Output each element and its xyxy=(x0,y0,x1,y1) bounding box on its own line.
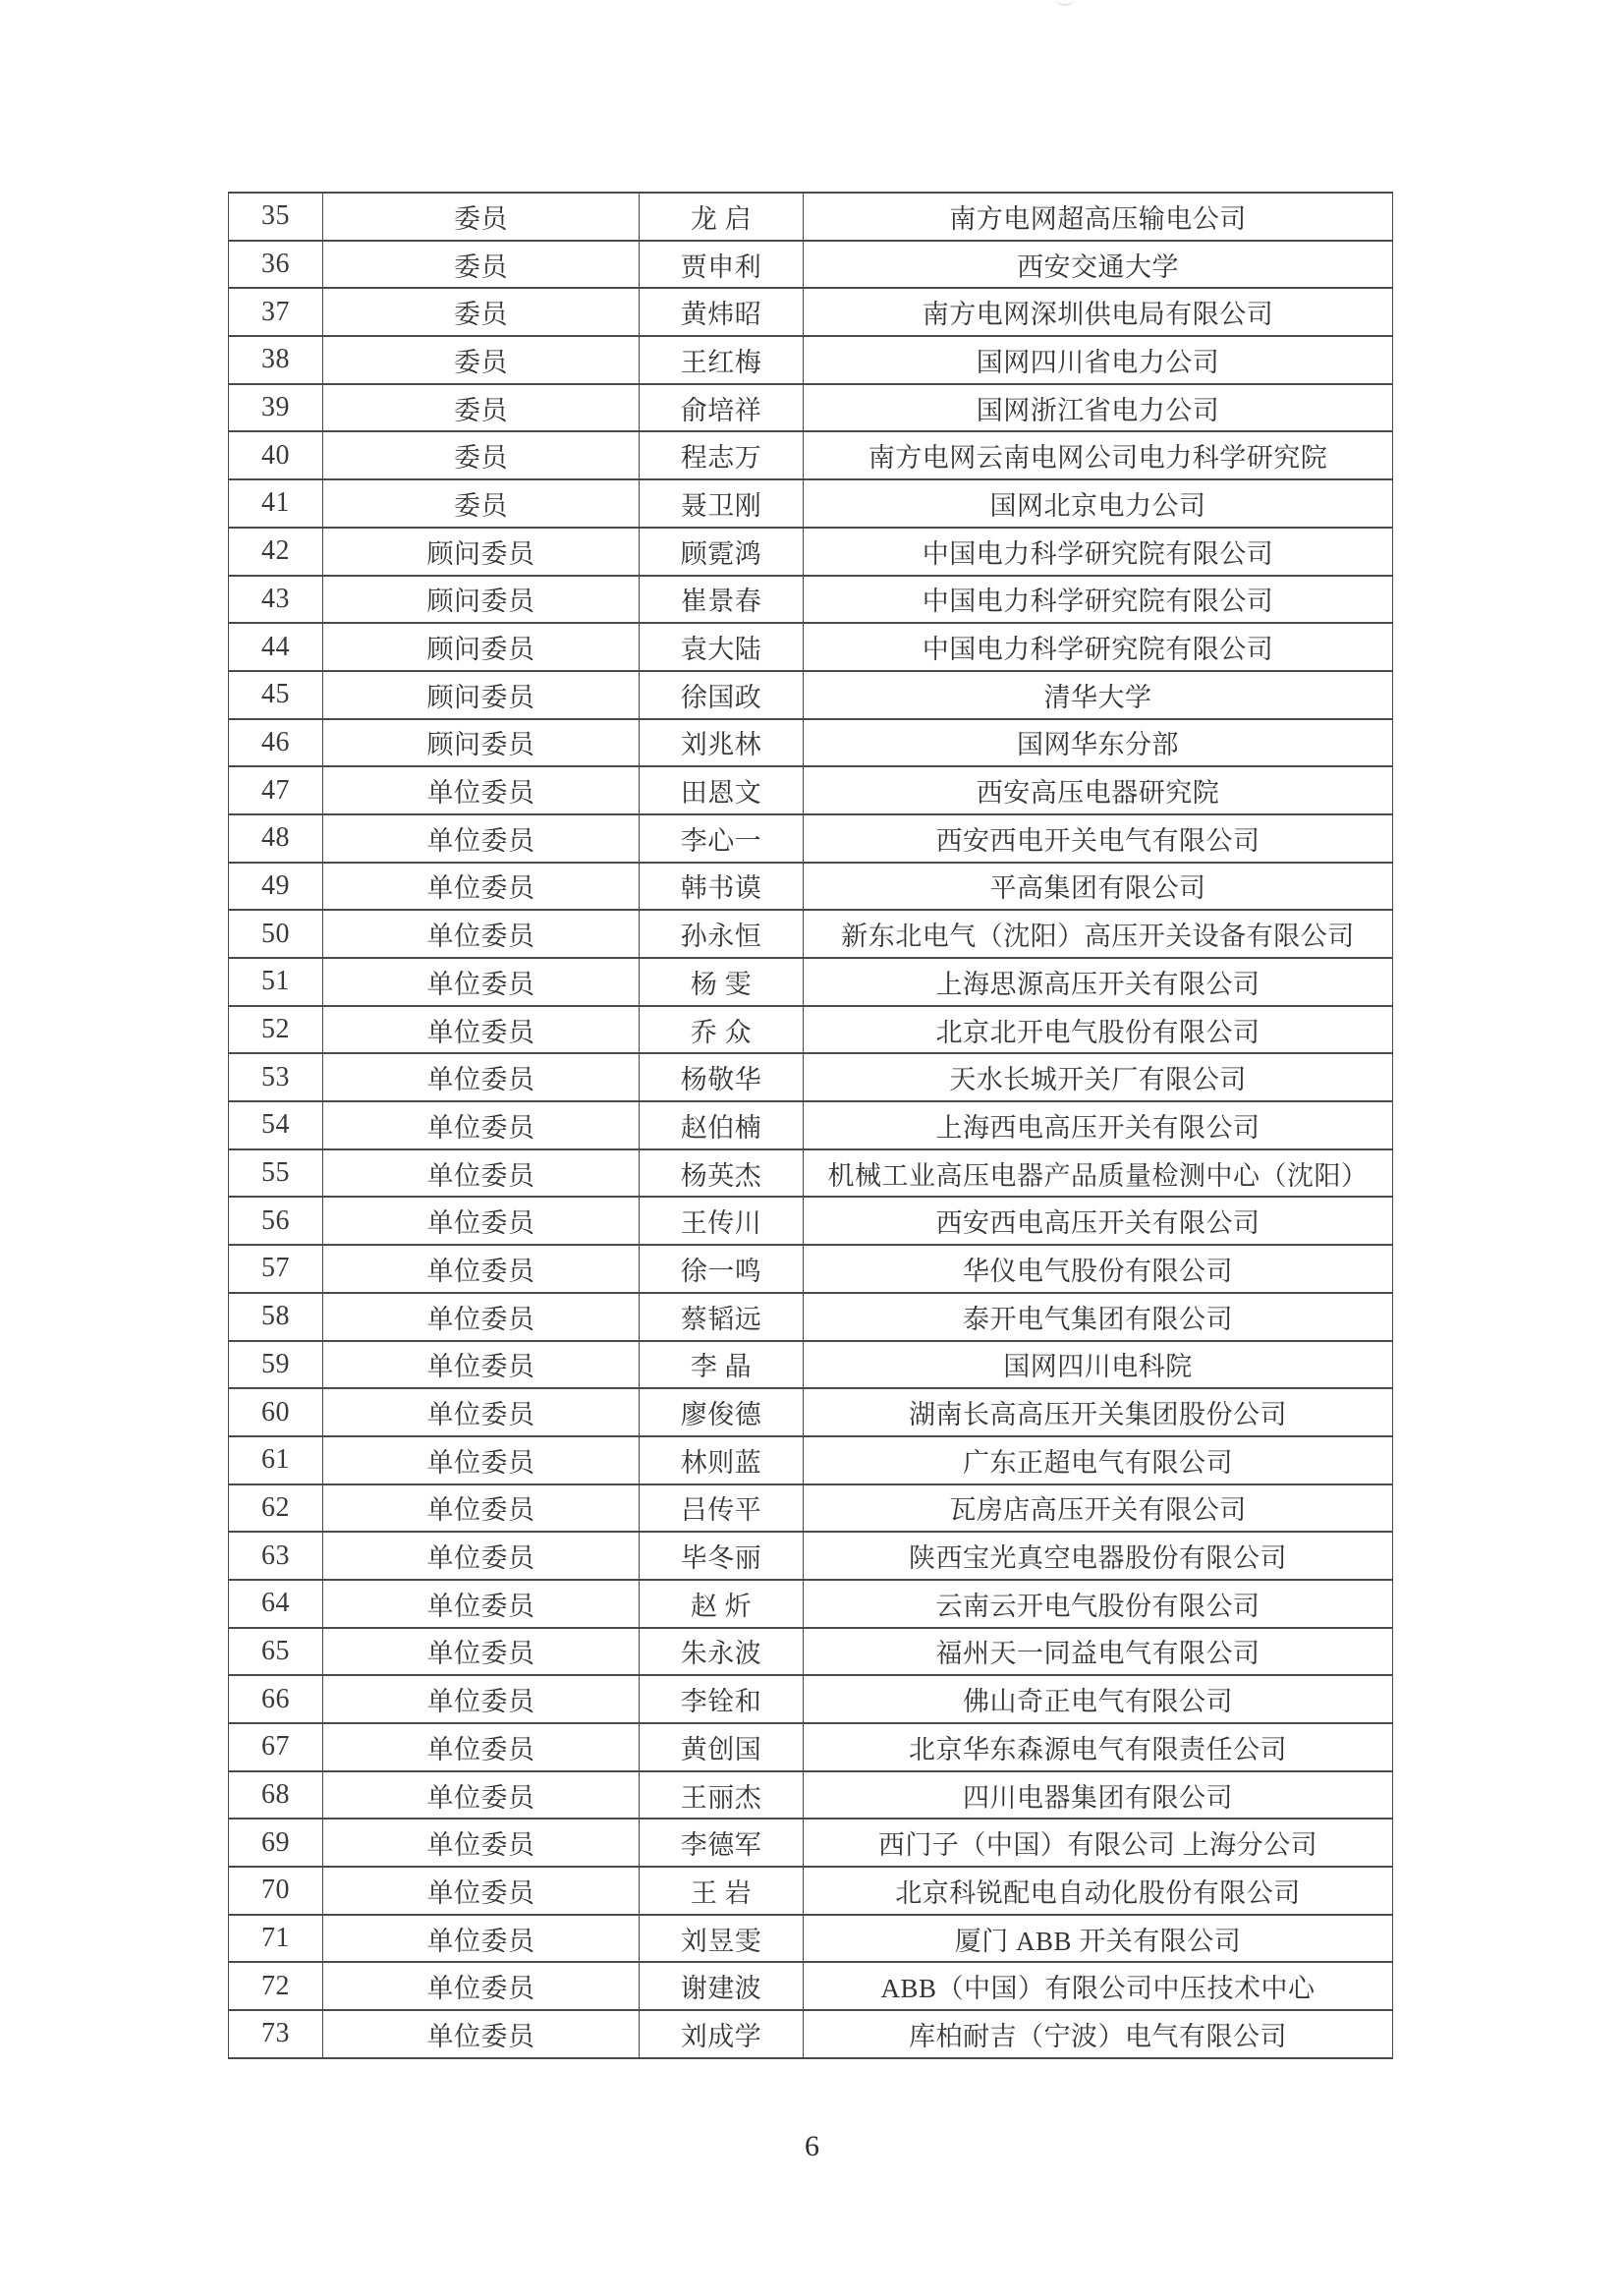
row-number-cell: 46 xyxy=(229,719,323,767)
org-cell: 中国电力科学研究院有限公司 xyxy=(804,623,1393,671)
table-row xyxy=(229,1867,1393,1915)
name-cell: 刘兆林 xyxy=(640,719,804,767)
row-number-cell: 65 xyxy=(229,1628,323,1676)
row-number-cell: 52 xyxy=(229,1006,323,1054)
org-cell: 中国电力科学研究院有限公司 xyxy=(804,576,1393,624)
table-row xyxy=(229,1149,1393,1198)
table-row xyxy=(229,1245,1393,1293)
row-number-cell: 71 xyxy=(229,1915,323,1963)
name-cell: 徐一鸣 xyxy=(640,1245,804,1293)
role-cell: 顾问委员 xyxy=(323,528,640,576)
table-row xyxy=(229,336,1393,384)
role-cell: 单位委员 xyxy=(323,1197,640,1245)
org-cell: 福州天一同益电气有限公司 xyxy=(804,1628,1393,1676)
name-cell: 王红梅 xyxy=(640,336,804,384)
row-number-cell: 61 xyxy=(229,1436,323,1484)
table-row xyxy=(229,766,1393,814)
row-number-cell: 45 xyxy=(229,671,323,719)
name-cell: 袁大陆 xyxy=(640,623,804,671)
role-cell: 单位委员 xyxy=(323,2010,640,2058)
table-row xyxy=(229,719,1393,767)
org-cell: 陕西宝光真空电器股份有限公司 xyxy=(804,1532,1393,1580)
page-number: 6 xyxy=(805,2130,819,2162)
name-cell: 田恩文 xyxy=(640,766,804,814)
table-row xyxy=(229,1723,1393,1771)
name-cell: 吕传平 xyxy=(640,1484,804,1533)
org-cell: 国网浙江省电力公司 xyxy=(804,384,1393,432)
role-cell: 单位委员 xyxy=(323,1867,640,1915)
org-cell: 北京华东森源电气有限责任公司 xyxy=(804,1723,1393,1771)
committee-member-table xyxy=(228,192,1393,2059)
name-cell: 徐国政 xyxy=(640,671,804,719)
name-cell: 王 岩 xyxy=(640,1867,804,1915)
name-cell: 李德军 xyxy=(640,1819,804,1867)
org-cell: 云南云开电气股份有限公司 xyxy=(804,1580,1393,1628)
org-cell: 天水长城开关厂有限公司 xyxy=(804,1053,1393,1101)
table-row xyxy=(229,814,1393,863)
org-cell: 国网华东分部 xyxy=(804,719,1393,767)
row-number-cell: 40 xyxy=(229,431,323,479)
row-number-cell: 60 xyxy=(229,1388,323,1436)
name-cell: 程志万 xyxy=(640,431,804,479)
org-cell: 国网四川省电力公司 xyxy=(804,336,1393,384)
role-cell: 委员 xyxy=(323,384,640,432)
org-cell: 新东北电气（沈阳）高压开关设备有限公司 xyxy=(804,910,1393,958)
org-cell: 北京科锐配电自动化股份有限公司 xyxy=(804,1867,1393,1915)
role-cell: 单位委员 xyxy=(323,1771,640,1819)
name-cell: 黄炜昭 xyxy=(640,288,804,336)
role-cell: 单位委员 xyxy=(323,1723,640,1771)
name-cell: 王传川 xyxy=(640,1197,804,1245)
row-number-cell: 36 xyxy=(229,241,323,289)
table-row xyxy=(229,384,1393,432)
role-cell: 委员 xyxy=(323,431,640,479)
table-row xyxy=(229,1915,1393,1963)
role-cell: 顾问委员 xyxy=(323,576,640,624)
role-cell: 顾问委员 xyxy=(323,719,640,767)
table-row xyxy=(229,241,1393,289)
row-number-cell: 58 xyxy=(229,1293,323,1341)
table-row xyxy=(229,958,1393,1006)
table-row xyxy=(229,1006,1393,1054)
name-cell: 顾霓鸿 xyxy=(640,528,804,576)
name-cell: 黄创国 xyxy=(640,1723,804,1771)
row-number-cell: 63 xyxy=(229,1532,323,1580)
row-number-cell: 73 xyxy=(229,2010,323,2058)
role-cell: 顾问委员 xyxy=(323,623,640,671)
name-cell: 李铨和 xyxy=(640,1675,804,1723)
role-cell: 委员 xyxy=(323,241,640,289)
role-cell: 单位委员 xyxy=(323,863,640,911)
org-cell: 南方电网超高压输电公司 xyxy=(804,193,1393,241)
table-row xyxy=(229,431,1393,479)
role-cell: 单位委员 xyxy=(323,1388,640,1436)
row-number-cell: 49 xyxy=(229,863,323,911)
org-cell: 机械工业高压电器产品质量检测中心（沈阳） xyxy=(804,1149,1393,1198)
org-cell: 北京北开电气股份有限公司 xyxy=(804,1006,1393,1054)
row-number-cell: 72 xyxy=(229,1962,323,2010)
org-cell: 泰开电气集团有限公司 xyxy=(804,1293,1393,1341)
table-row xyxy=(229,1580,1393,1628)
org-cell: ABB（中国）有限公司中压技术中心 xyxy=(804,1962,1393,2010)
role-cell: 单位委员 xyxy=(323,1819,640,1867)
org-cell: 西门子（中国）有限公司 上海分公司 xyxy=(804,1819,1393,1867)
org-cell: 清华大学 xyxy=(804,671,1393,719)
row-number-cell: 59 xyxy=(229,1341,323,1389)
table-row xyxy=(229,1197,1393,1245)
table-row xyxy=(229,910,1393,958)
role-cell: 单位委员 xyxy=(323,1484,640,1533)
row-number-cell: 35 xyxy=(229,193,323,241)
row-number-cell: 67 xyxy=(229,1723,323,1771)
table-row xyxy=(229,576,1393,624)
role-cell: 单位委员 xyxy=(323,1962,640,2010)
role-cell: 单位委员 xyxy=(323,814,640,863)
table-row xyxy=(229,1101,1393,1149)
role-cell: 委员 xyxy=(323,193,640,241)
role-cell: 单位委员 xyxy=(323,1101,640,1149)
org-cell: 厦门 ABB 开关有限公司 xyxy=(804,1915,1393,1963)
name-cell: 俞培祥 xyxy=(640,384,804,432)
org-cell: 四川电器集团有限公司 xyxy=(804,1771,1393,1819)
name-cell: 刘成学 xyxy=(640,2010,804,2058)
name-cell: 杨 雯 xyxy=(640,958,804,1006)
org-cell: 上海西电高压开关有限公司 xyxy=(804,1101,1393,1149)
org-cell: 湖南长高高压开关集团股份公司 xyxy=(804,1388,1393,1436)
role-cell: 单位委员 xyxy=(323,1341,640,1389)
row-number-cell: 37 xyxy=(229,288,323,336)
table-row xyxy=(229,1771,1393,1819)
org-cell: 库柏耐吉（宁波）电气有限公司 xyxy=(804,2010,1393,2058)
row-number-cell: 57 xyxy=(229,1245,323,1293)
name-cell: 崔景春 xyxy=(640,576,804,624)
name-cell: 蔡韬远 xyxy=(640,1293,804,1341)
table-row xyxy=(229,863,1393,911)
row-number-cell: 50 xyxy=(229,910,323,958)
name-cell: 廖俊德 xyxy=(640,1388,804,1436)
row-number-cell: 69 xyxy=(229,1819,323,1867)
role-cell: 单位委员 xyxy=(323,1006,640,1054)
table-row xyxy=(229,1293,1393,1341)
table-row xyxy=(229,2010,1393,2058)
name-cell: 毕冬丽 xyxy=(640,1532,804,1580)
table-row xyxy=(229,528,1393,576)
row-number-cell: 70 xyxy=(229,1867,323,1915)
row-number-cell: 51 xyxy=(229,958,323,1006)
role-cell: 单位委员 xyxy=(323,1628,640,1676)
row-number-cell: 48 xyxy=(229,814,323,863)
table-row xyxy=(229,1484,1393,1533)
table-row xyxy=(229,1053,1393,1101)
org-cell: 南方电网深圳供电局有限公司 xyxy=(804,288,1393,336)
table-row xyxy=(229,1675,1393,1723)
row-number-cell: 44 xyxy=(229,623,323,671)
name-cell: 龙 启 xyxy=(640,193,804,241)
row-number-cell: 54 xyxy=(229,1101,323,1149)
role-cell: 单位委员 xyxy=(323,1053,640,1101)
role-cell: 委员 xyxy=(323,288,640,336)
name-cell: 聂卫刚 xyxy=(640,479,804,528)
role-cell: 单位委员 xyxy=(323,1245,640,1293)
row-number-cell: 66 xyxy=(229,1675,323,1723)
name-cell: 赵伯楠 xyxy=(640,1101,804,1149)
name-cell: 杨英杰 xyxy=(640,1149,804,1198)
role-cell: 顾问委员 xyxy=(323,671,640,719)
name-cell: 林则蓝 xyxy=(640,1436,804,1484)
role-cell: 单位委员 xyxy=(323,1436,640,1484)
table-row xyxy=(229,1628,1393,1676)
table-row xyxy=(229,671,1393,719)
row-number-cell: 38 xyxy=(229,336,323,384)
org-cell: 国网北京电力公司 xyxy=(804,479,1393,528)
row-number-cell: 47 xyxy=(229,766,323,814)
table-row xyxy=(229,479,1393,528)
org-cell: 国网四川电科院 xyxy=(804,1341,1393,1389)
name-cell: 王丽杰 xyxy=(640,1771,804,1819)
org-cell: 上海思源高压开关有限公司 xyxy=(804,958,1393,1006)
role-cell: 单位委员 xyxy=(323,1915,640,1963)
row-number-cell: 53 xyxy=(229,1053,323,1101)
table-row xyxy=(229,1532,1393,1580)
role-cell: 单位委员 xyxy=(323,1293,640,1341)
org-cell: 西安西电高压开关有限公司 xyxy=(804,1197,1393,1245)
org-cell: 中国电力科学研究院有限公司 xyxy=(804,528,1393,576)
role-cell: 单位委员 xyxy=(323,766,640,814)
row-number-cell: 62 xyxy=(229,1484,323,1533)
role-cell: 单位委员 xyxy=(323,1532,640,1580)
role-cell: 单位委员 xyxy=(323,910,640,958)
role-cell: 委员 xyxy=(323,479,640,528)
scan-artifact-mark xyxy=(1056,0,1074,6)
name-cell: 赵 炘 xyxy=(640,1580,804,1628)
name-cell: 孙永恒 xyxy=(640,910,804,958)
name-cell: 李 晶 xyxy=(640,1341,804,1389)
table-row xyxy=(229,1962,1393,2010)
name-cell: 李心一 xyxy=(640,814,804,863)
table-row xyxy=(229,1341,1393,1389)
org-cell: 西安西电开关电气有限公司 xyxy=(804,814,1393,863)
org-cell: 瓦房店高压开关有限公司 xyxy=(804,1484,1393,1533)
row-number-cell: 56 xyxy=(229,1197,323,1245)
org-cell: 西安高压电器研究院 xyxy=(804,766,1393,814)
row-number-cell: 43 xyxy=(229,576,323,624)
org-cell: 西安交通大学 xyxy=(804,241,1393,289)
table-row xyxy=(229,1436,1393,1484)
name-cell: 刘昱雯 xyxy=(640,1915,804,1963)
org-cell: 华仪电气股份有限公司 xyxy=(804,1245,1393,1293)
role-cell: 单位委员 xyxy=(323,1580,640,1628)
role-cell: 委员 xyxy=(323,336,640,384)
table-row xyxy=(229,193,1393,241)
row-number-cell: 41 xyxy=(229,479,323,528)
row-number-cell: 68 xyxy=(229,1771,323,1819)
name-cell: 杨敬华 xyxy=(640,1053,804,1101)
role-cell: 单位委员 xyxy=(323,1149,640,1198)
org-cell: 南方电网云南电网公司电力科学研究院 xyxy=(804,431,1393,479)
name-cell: 贾申利 xyxy=(640,241,804,289)
org-cell: 平高集团有限公司 xyxy=(804,863,1393,911)
name-cell: 韩书谟 xyxy=(640,863,804,911)
table-row xyxy=(229,1819,1393,1867)
committee-table-body xyxy=(229,193,1393,2058)
row-number-cell: 39 xyxy=(229,384,323,432)
org-cell: 佛山奇正电气有限公司 xyxy=(804,1675,1393,1723)
name-cell: 乔 众 xyxy=(640,1006,804,1054)
org-cell: 广东正超电气有限公司 xyxy=(804,1436,1393,1484)
name-cell: 谢建波 xyxy=(640,1962,804,2010)
table-row xyxy=(229,288,1393,336)
row-number-cell: 42 xyxy=(229,528,323,576)
name-cell: 朱永波 xyxy=(640,1628,804,1676)
row-number-cell: 64 xyxy=(229,1580,323,1628)
role-cell: 单位委员 xyxy=(323,958,640,1006)
table-row xyxy=(229,1388,1393,1436)
table-row xyxy=(229,623,1393,671)
row-number-cell: 55 xyxy=(229,1149,323,1198)
role-cell: 单位委员 xyxy=(323,1675,640,1723)
